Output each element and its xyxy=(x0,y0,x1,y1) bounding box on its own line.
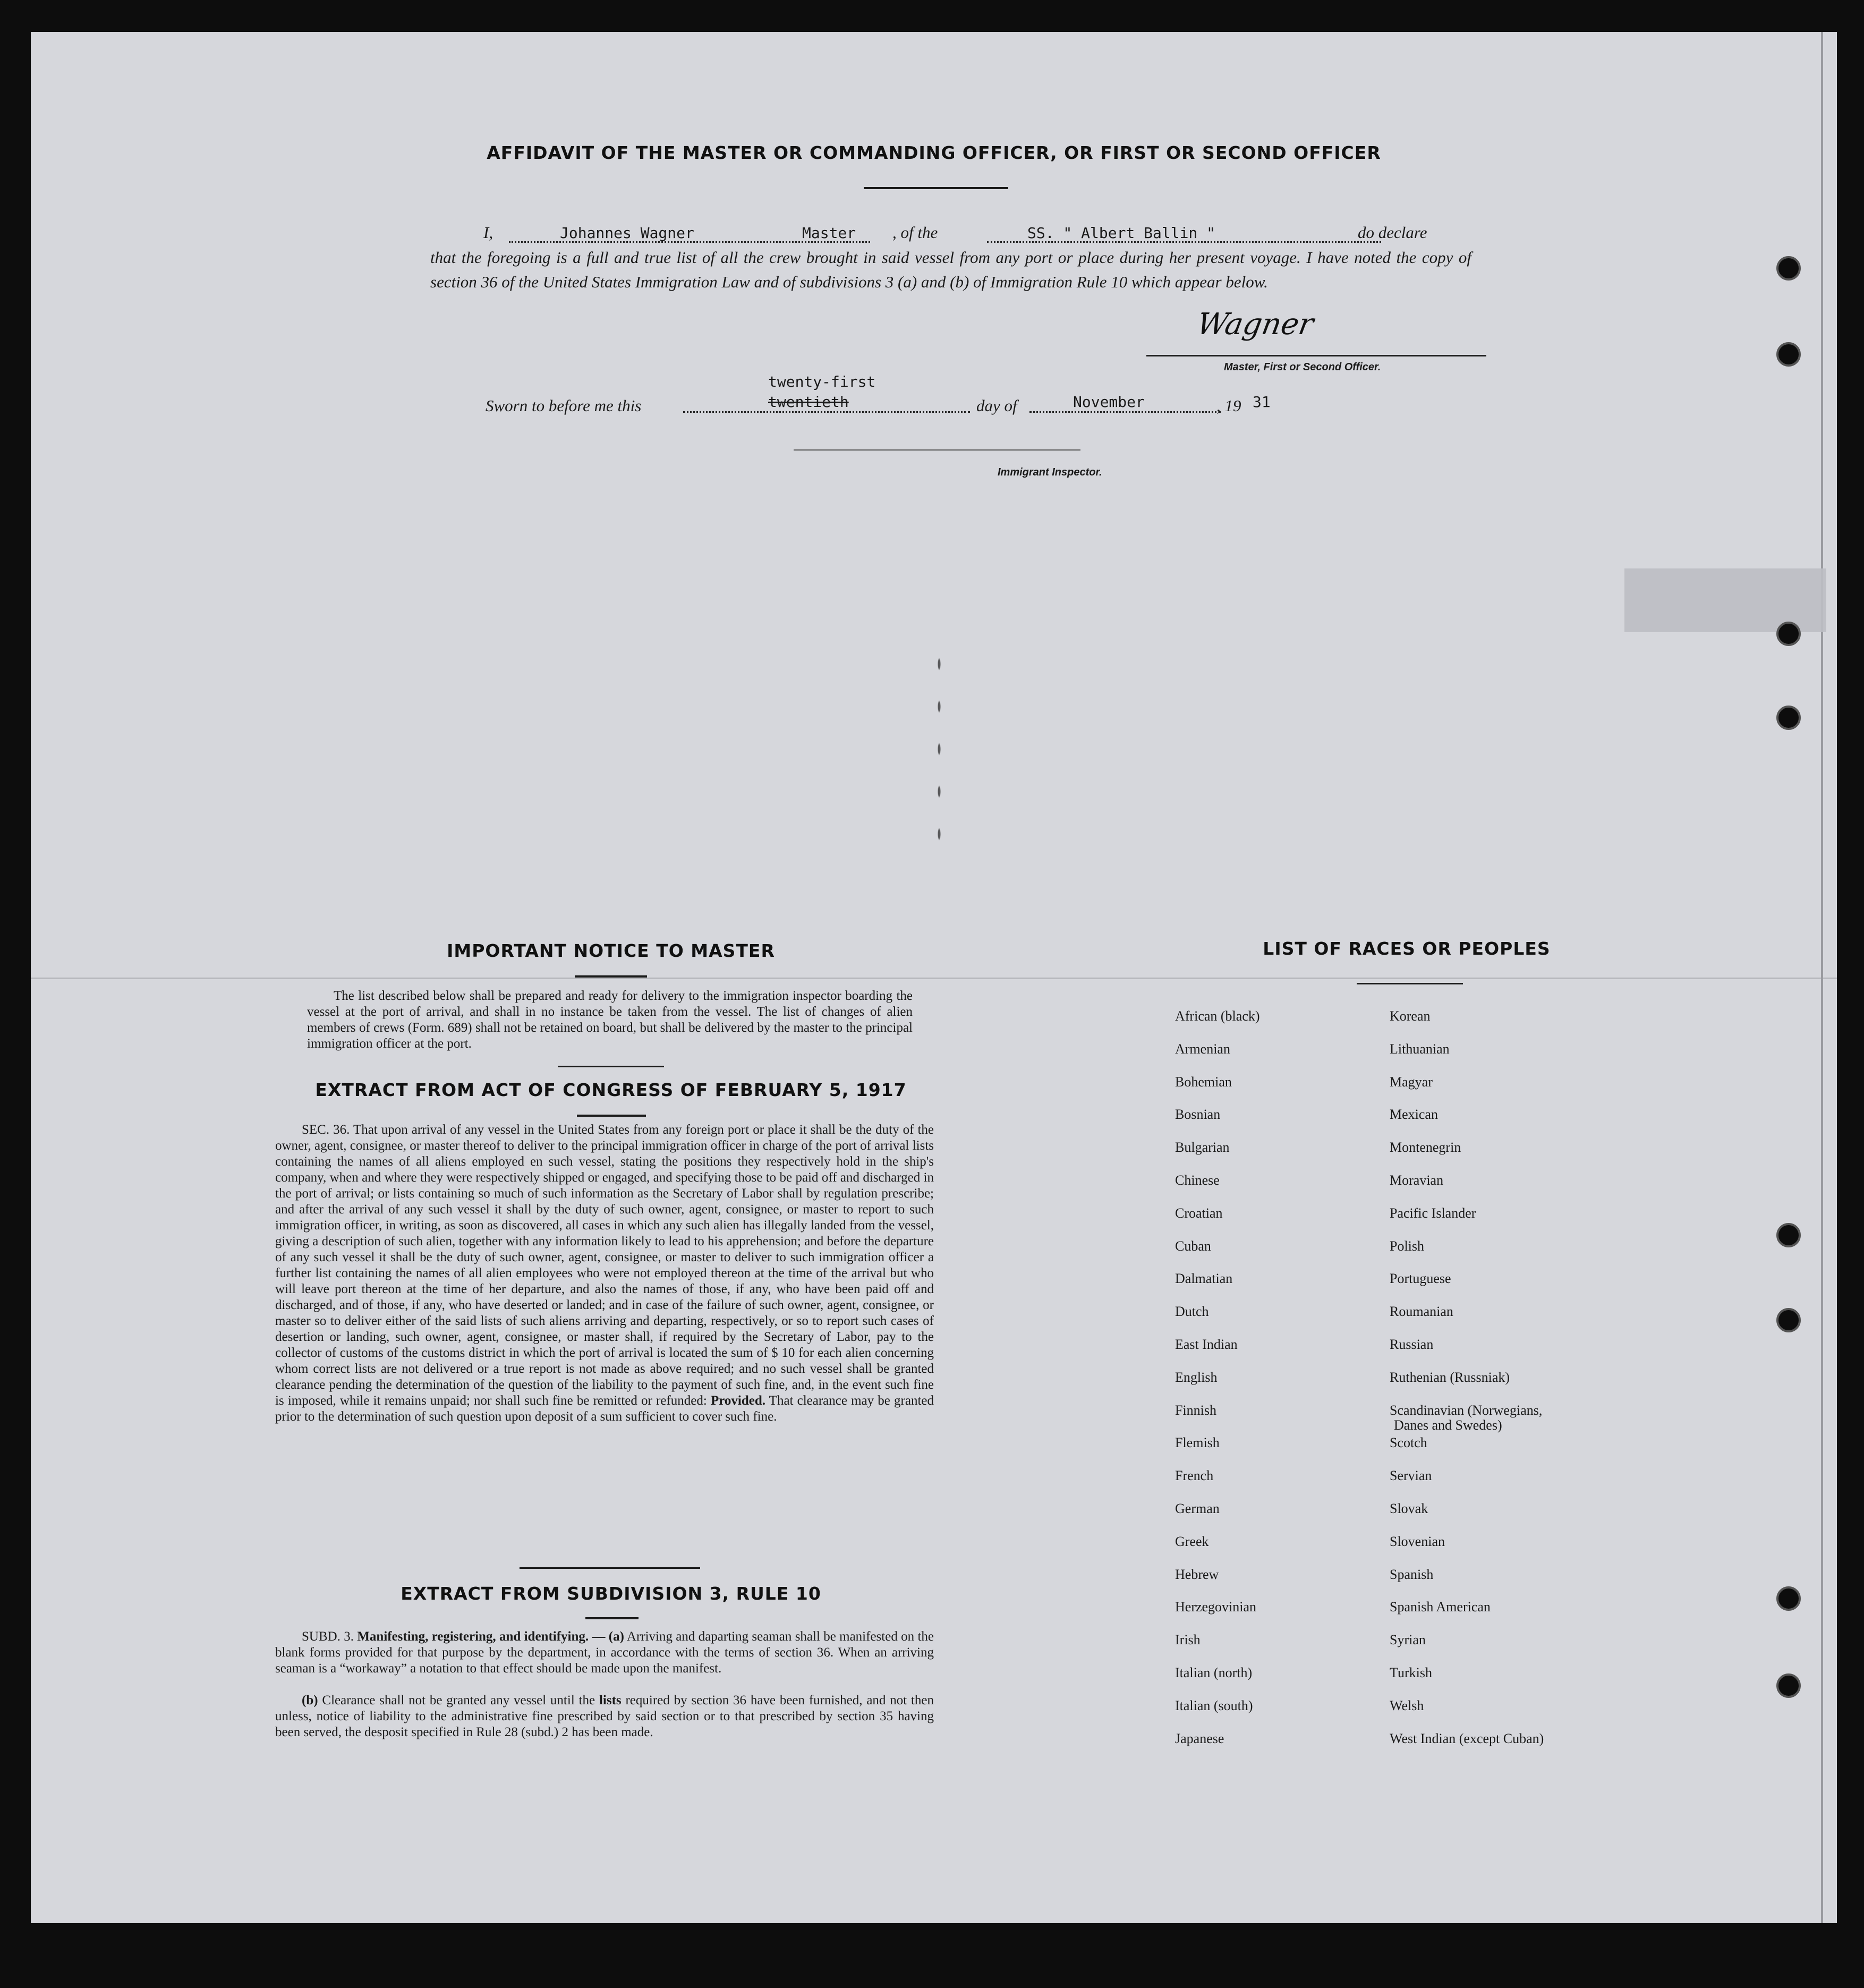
tape-strip xyxy=(1624,568,1826,632)
inspector-caption: Immigrant Inspector. xyxy=(998,466,1102,478)
race-item: Ruthenian (Russniak) xyxy=(1390,1369,1510,1385)
scan-dots xyxy=(934,643,944,855)
race-item: French xyxy=(1175,1468,1214,1484)
vessel-name: SS. " Albert Ballin " xyxy=(1027,224,1216,242)
act-underline xyxy=(577,1115,646,1117)
race-item: Italian (south) xyxy=(1175,1697,1253,1713)
notice-title: IMPORTANT NOTICE TO MASTER xyxy=(447,940,775,961)
race-item: Bulgarian xyxy=(1175,1140,1230,1156)
race-item: Flemish xyxy=(1175,1435,1220,1451)
subd-prefix: SUBD. 3. xyxy=(302,1629,354,1644)
subd-b-text-1: Clearance shall not be granted any vessel until the xyxy=(322,1693,595,1707)
race-item: Korean xyxy=(1390,1008,1431,1024)
race-item: Moravian xyxy=(1390,1173,1444,1188)
master-signature: Wagner xyxy=(1194,307,1316,342)
race-item: Pacific Islander xyxy=(1390,1205,1476,1221)
master-name: Johannes Wagner xyxy=(560,224,694,242)
race-item: Mexican xyxy=(1390,1107,1438,1123)
punch-hole xyxy=(1776,1223,1801,1247)
year-suffix: 31 xyxy=(1253,393,1271,411)
race-item: Bohemian xyxy=(1175,1074,1232,1090)
race-item: Danes and Swedes) xyxy=(1394,1417,1502,1433)
race-item: Turkish xyxy=(1390,1665,1432,1680)
notice-underline xyxy=(575,975,647,978)
race-item: German xyxy=(1175,1501,1220,1516)
race-item: Bosnian xyxy=(1175,1107,1221,1123)
subd-heading: Manifesting, registering, and identifying. xyxy=(357,1629,589,1644)
race-item: Scotch xyxy=(1390,1435,1427,1451)
act-title: EXTRACT FROM ACT OF CONGRESS OF FEBRUARY 5, 1917 xyxy=(315,1080,907,1100)
master-rank: Master xyxy=(802,224,856,242)
punch-hole xyxy=(1776,256,1801,281)
race-item: Dutch xyxy=(1175,1304,1209,1320)
act-body xyxy=(275,1122,934,1425)
month-line xyxy=(1029,411,1221,413)
race-item: Welsh xyxy=(1390,1697,1424,1713)
race-item: Croatian xyxy=(1175,1205,1223,1221)
race-item: Cuban xyxy=(1175,1238,1211,1254)
title-underline xyxy=(864,187,1008,189)
of-the-text: , of the xyxy=(892,223,938,242)
punch-hole xyxy=(1776,1308,1801,1332)
notice-body: The list described below shall be prepared and ready for delivery to the immigration inspector boarding the vessel at the port of arrival, and shall in no instance be taken from the vessel. The list of changes of alien members of crews (Form. 689) shall not be retained on board, but shall be delivered by the master to the principal immigration officer at the port. xyxy=(307,989,913,1051)
affidavit-i: I, xyxy=(483,223,493,242)
race-item: Scandinavian (Norwegians, xyxy=(1390,1402,1543,1418)
race-item: Greek xyxy=(1175,1533,1209,1549)
subd-b-mark: (b) xyxy=(302,1693,318,1707)
punch-hole xyxy=(1776,706,1801,730)
race-item: Montenegrin xyxy=(1390,1140,1461,1156)
signature-caption: Master, First or Second Officer. xyxy=(1224,361,1381,373)
act-provided: Provided. xyxy=(710,1394,765,1408)
race-item: Polish xyxy=(1390,1238,1425,1254)
race-item: West Indian (except Cuban) xyxy=(1390,1730,1544,1746)
do-declare-text: do declare xyxy=(1358,223,1427,242)
race-item: Armenian xyxy=(1175,1041,1230,1057)
punch-hole xyxy=(1776,342,1801,367)
races-underline xyxy=(1357,983,1463,984)
subd-a-text: Arriving and daparting seaman shall be manifested on the blank forms provided for that purpose by the department, in accordance with the terms of section 36. When an arriving seaman is a “workaway” a notation to that effect should be made upon the manifest. xyxy=(275,1629,934,1676)
subd-a-mark: — (a) xyxy=(592,1629,624,1644)
right-page-edge xyxy=(1821,32,1823,1923)
rule-title: EXTRACT FROM SUBDIVISION 3, RULE 10 xyxy=(401,1583,821,1604)
inspector-line xyxy=(794,449,1080,451)
race-item: Irish xyxy=(1175,1632,1201,1648)
race-item: Japanese xyxy=(1175,1730,1224,1746)
races-title: LIST OF RACES OR PEOPLES xyxy=(1263,938,1551,959)
notice-separator xyxy=(558,1066,664,1067)
race-item: Herzegovinian xyxy=(1175,1599,1257,1615)
race-item: Syrian xyxy=(1390,1632,1426,1648)
race-item: Slovenian xyxy=(1390,1533,1445,1549)
race-item: Portuguese xyxy=(1390,1271,1451,1287)
day-line xyxy=(683,411,970,413)
race-item: Magyar xyxy=(1390,1074,1433,1090)
race-item: African (black) xyxy=(1175,1008,1260,1024)
rule-subd-a xyxy=(275,1629,934,1677)
affidavit-title: AFFIDAVIT OF THE MASTER OR COMMANDING OFFICER, OR FIRST OR SECOND OFFICER xyxy=(487,142,1381,163)
punch-hole xyxy=(1776,622,1801,646)
day-of-text: day of xyxy=(976,396,1017,415)
race-item: Chinese xyxy=(1175,1173,1220,1188)
race-item: Lithuanian xyxy=(1390,1041,1450,1057)
document-page xyxy=(31,32,1837,1923)
race-item: Slovak xyxy=(1390,1501,1428,1516)
subd-b-lists: lists xyxy=(599,1693,622,1707)
punch-hole xyxy=(1776,1586,1801,1611)
year-prefix: , 19 xyxy=(1216,396,1241,415)
sworn-text: Sworn to before me this xyxy=(486,396,642,415)
race-item: Dalmatian xyxy=(1175,1271,1233,1287)
race-item: Spanish American xyxy=(1390,1599,1491,1615)
day-inserted: twenty-first xyxy=(768,373,876,390)
race-item: Finnish xyxy=(1175,1402,1217,1418)
race-item: East Indian xyxy=(1175,1337,1238,1352)
rule-underline xyxy=(585,1617,639,1619)
race-item: Roumanian xyxy=(1390,1304,1453,1320)
race-item: English xyxy=(1175,1369,1218,1385)
act-separator xyxy=(520,1567,700,1569)
punch-hole xyxy=(1776,1673,1801,1698)
rule-subd-b xyxy=(275,1693,934,1740)
signature-line xyxy=(1146,355,1486,356)
race-item: Servian xyxy=(1390,1468,1432,1484)
page-fold-line xyxy=(31,978,1837,979)
affidavit-body: that the foregoing is a full and true list of all the crew brought in said vessel from any port or place during her present voyage. I have noted the copy of section 36 of the United States Immigration Law and of subdivisions 3 (a) and (b) of Immigration Rule 10 which appear below. xyxy=(430,248,1471,291)
act-text: SEC. 36. That upon arrival of any vessel in the United States from any foreign port or place it shall be the duty of the owner, agent, consignee, or master thereof to deliver to the principal immigration officer in charge of the port of arrival lists containing the names of all aliens employed en such vessel, stating the positions they respectively hold in the ship's company, when and where they were respectively shipped or engaged, and specifying those to be paid off and discharged in the port of arrival; or lists containing so much of such information as the Secretary of Labor shall by regulation prescribe; and after the arrival of any such vessel it shall by the duty of such owner, agent, consignee, or master to report to such immigration officer, in writing, as soon as discovered, all cases in which any such alien has illegally landed from the vessel, giving a description of such alien, together with any information likely to lead to his apprehension; and before the departure of any such vessel it shall be the duty of such owner, agent, consignee, or master to deliver to such immigration officer a further list containing the names of all alien employees who were not employed thereon at the time of the arrival but who will leave port thereon at the time of her departure, and also the names of those, if any, who have been paid off and discharged, and of those, if any, who have deserted or landed; and in case of the failure of such owner, agent, consignee, or master so to deliver either of the said lists of such aliens arriving and departing, respectively, or so to report such cases of desertion or landing, such owner, agent, consignee, or master shall, if required by the Secretary of Labor, pay to the collector of customs of the customs district in which the port of arrival is located the sum of $ 10 for each alien concerning whom correct lists are not delivered or a true report is not made as above required; and no such vessel shall be granted clearance pending the determination of the question of the liability to the payment of such fine, and, in the event such fine is imposed, while it remains unpaid; nor shall such fine be remitted or refunded: xyxy=(275,1123,934,1408)
race-item: Hebrew xyxy=(1175,1566,1219,1582)
act-text-end: That clearance may be granted prior to the determination of such question upon deposit of a sum sufficient to cover such fine. xyxy=(275,1394,934,1424)
race-item: Russian xyxy=(1390,1337,1434,1352)
race-item: Spanish xyxy=(1390,1566,1434,1582)
day-struck: twentieth xyxy=(768,393,849,411)
race-item: Italian (north) xyxy=(1175,1665,1253,1680)
subd-b-text-2: required by section 36 have been furnished, and not then unless, notice of liability to the administrative fine prescribed by said section or to that prescribed by section 35 having been served, the desposit specified in Rule 28 (subd.) 2 has been made. xyxy=(275,1693,934,1739)
month: November xyxy=(1073,393,1145,411)
